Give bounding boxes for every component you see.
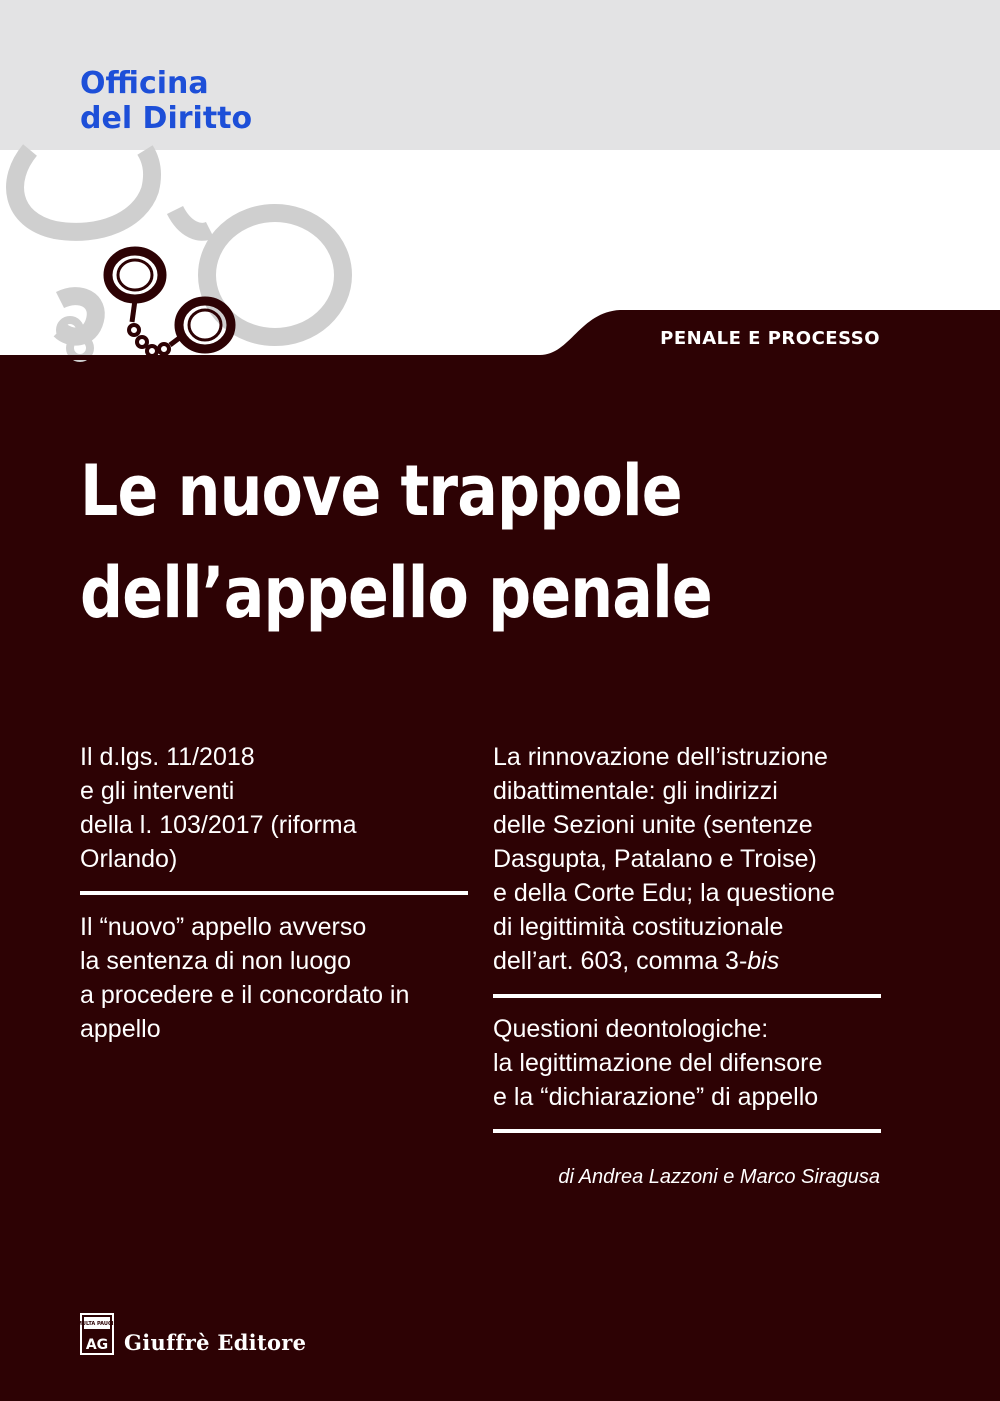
text-line-last (493, 944, 835, 978)
series-name (80, 66, 252, 136)
logo-letters: AG (85, 1337, 109, 1353)
series-line-2: del Diritto (80, 101, 253, 136)
right-topic-1 (493, 740, 835, 978)
text-line: e gli interventi (80, 777, 235, 805)
text-line: a procedere e il concordato in (80, 981, 410, 1009)
text-line: dibattimentale: gli indirizzi (493, 777, 778, 805)
publisher-name: Giuffrè Editore (124, 1330, 307, 1355)
publisher-logo-icon (76, 1313, 118, 1355)
text-line: e la “dichiarazione” di appello (493, 1083, 819, 1111)
text-line: la sentenza di non luogo (80, 947, 352, 975)
title-line-1: Le nuove trappole (80, 450, 682, 532)
divider-right-2 (493, 1129, 881, 1133)
divider-right-1 (493, 994, 881, 998)
book-title (80, 440, 837, 644)
text-line: Dasgupta, Patalano e Troise) (493, 845, 817, 873)
text-line: la legittimazione del difensore (493, 1049, 823, 1077)
text-line: della l. 103/2017 (riforma (80, 811, 357, 839)
text-line: e della Corte Edu; la questione (493, 879, 835, 907)
left-topic-2 (80, 910, 409, 1046)
right-topic-2 (493, 1012, 822, 1114)
left-topic-1 (80, 740, 357, 876)
text-line: Il “nuovo” appello avverso (80, 913, 367, 941)
text-line-italic: bis (747, 947, 780, 975)
text-line: Orlando) (80, 845, 178, 873)
authors: di Andrea Lazzoni e Marco Siragusa (558, 1166, 880, 1188)
text-line: Il d.lgs. 11/2018 (80, 743, 255, 771)
text-line: La rinnovazione dell’istruzione (493, 743, 828, 771)
series-line-1: Officina (80, 66, 209, 101)
divider-left (80, 891, 468, 895)
category-label: PENALE E PROCESSO (660, 328, 880, 349)
text-line: appello (80, 1015, 161, 1043)
logo-motto: MULTA PAUCIS (76, 1321, 118, 1327)
text-line: Questioni deontologiche: (493, 1015, 769, 1043)
text-line: delle Sezioni unite (sentenze (493, 811, 813, 839)
title-line-2: dell’appello penale (80, 552, 712, 634)
text-line-prefix: dell’art. 603, comma 3- (493, 947, 748, 975)
text-line: di legittimità costituzionale (493, 913, 784, 941)
